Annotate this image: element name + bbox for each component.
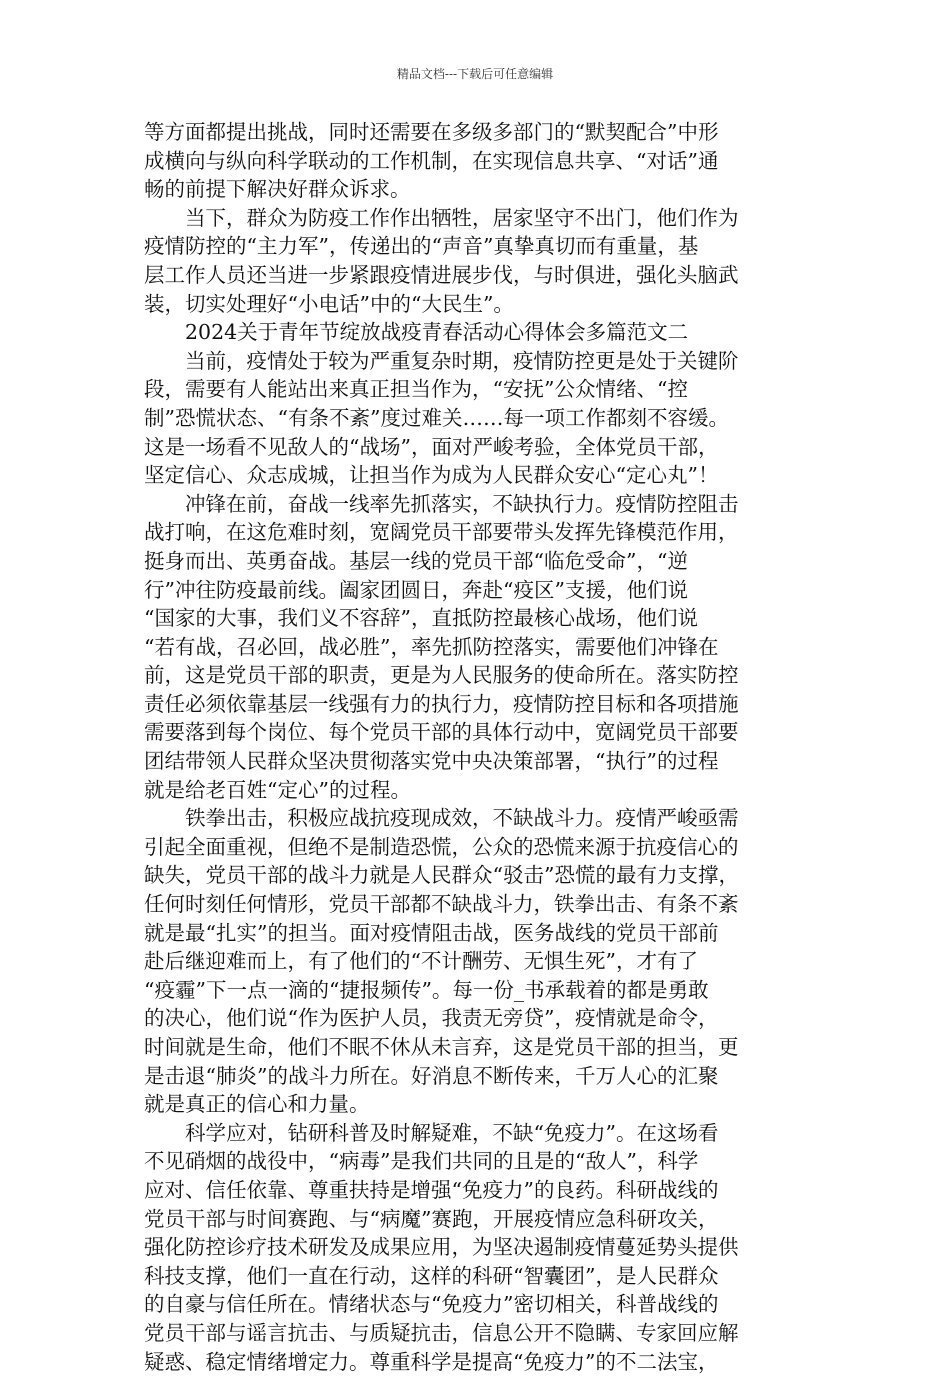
text-line: 责任必须依靠基层一线强有力的执行力，疫情防控目标和各项措施 [144,691,739,716]
section-heading: 2024关于青年节绽放战疫青春活动心得体会多篇范文二 [144,320,689,345]
text-line: 疫情防控的“主力军”，传递出的“声音”真挚真切而有重量，基 [144,234,699,259]
text-line: 任何时刻任何情形，党员干部都不缺战斗力，铁拳出击、有条不紊 [144,892,739,917]
text-line: 不见硝烟的战役中，“病毒”是我们共同的且是的“敌人”，科学 [144,1149,699,1174]
text-line: 应对、信任依靠、尊重扶持是增强“免疫力”的良药。科研战线的 [144,1177,719,1202]
text-line: 畅的前提下解决好群众诉求。 [144,177,411,202]
text-line: 行”冲往防疫最前线。阖家团圆日，奔赴“疫区”支援，他们说 [144,577,688,602]
page-header: 精品文档---下载后可任意编辑 [396,67,554,81]
text-line: 制”恐慌状态、“有条不紊”度过难关……每一项工作都刻不容缓。 [144,405,729,430]
text-line: 党员干部与谣言抗击、与质疑抗击，信息公开不隐瞒、专家回应解 [144,1320,739,1345]
text-line: 成横向与纵向科学联动的工作机制，在实现信息共享、“对话”通 [144,148,719,173]
document-body [144,118,808,1376]
text-line: 前，这是党员干部的职责，更是为人民服务的使命所在。落实防控 [144,663,739,688]
text-line: 层工作人员还当进一步紧跟疫情进展步伐，与时俱进，强化头脑武 [144,262,739,287]
text-line: 缺失，党员干部的战斗力就是人民群众“驳击”恐慌的最有力支撑， [144,863,739,888]
text-line: 挺身而出、英勇奋战。基层一线的党员干部“临危受命”，“逆 [144,548,688,573]
text-line: 就是真正的信心和力量。 [144,1092,370,1117]
text-line: 是击退“肺炎”的战斗力所在。好消息不断传来，千万人心的汇聚 [144,1063,719,1088]
text-line: “疫霾”下一点一滴的“捷报频传”。每一份_书承载着的都是勇敢 [144,977,709,1002]
text-line: 当下，群众为防疫工作作出牺牲，居家坚守不出门，他们作为 [144,205,739,230]
text-line: 坚定信心、众志成城，让担当作为成为人民群众安心“定心丸”！ [144,463,719,488]
text-line: 疑惑、稳定情绪增定力。尊重科学是提高“免疫力”的不二法宝， [144,1349,719,1374]
text-line: 当前，疫情处于较为严重复杂时期，疫情防控更是处于关键阶 [144,348,739,373]
text-line: 战打响，在这危难时刻，宽阔党员干部要带头发挥先锋模范作用， [144,520,739,545]
text-line: 这是一场看不见敌人的“战场”，面对严峻考验，全体党员干部， [144,434,719,459]
text-line: “国家的大事，我们义不容辞”，直抵防控最核心战场，他们说 [144,606,698,631]
text-line: 装，切实处理好“小电话”中的“大民生”。 [144,291,514,316]
text-line: 就是最“扎实”的担当。面对疫情阻击战，医务战线的党员干部前 [144,920,719,945]
text-line: 强化防控诊疗技术研发及成果应用，为坚决遏制疫情蔓延势头提供 [144,1235,739,1260]
text-line: 时间就是生命，他们不眠不休从未言弃，这是党员干部的担当，更 [144,1035,739,1059]
text-line: 党员干部与时间赛跑、与“病魔”赛跑，开展疫情应急科研攻关， [144,1206,719,1231]
text-line: 赴后继迎难而上，有了他们的“不计酬劳、无惧生死”，才有了 [144,949,698,974]
text-line: 冲锋在前，奋战一线率先抓落实，不缺执行力。疫情防控阻击 [144,491,739,516]
text-line: 就是给老百姓“定心”的过程。 [144,777,411,802]
text-line: “若有战，召必回，战必胜”，率先抓防控落实，需要他们冲锋在 [144,634,719,659]
text-line: 的自豪与信任所在。情绪状态与“免疫力”密切相关，科普战线的 [144,1292,719,1317]
text-line: 段，需要有人能站出来真正担当作为，“安抚”公众情绪、“控 [144,377,688,402]
text-line: 科学应对，钻研科普及时解疑难，不缺“免疫力”。在这场看 [144,1120,719,1145]
text-line: 团结带领人民群众坚决贯彻落实党中央决策部署，“执行”的过程 [144,749,719,774]
text-line: 等方面都提出挑战，同时还需要在多级多部门的“默契配合”中形 [144,120,719,144]
text-line: 的决心，他们说“作为医护人员，我责无旁贷”，疫情就是命令， [144,1006,719,1031]
text-line: 铁拳出击，积极应战抗疫现成效，不缺战斗力。疫情严峻亟需 [144,806,739,831]
text-line: 引起全面重视，但绝不是制造恐慌，公众的恐慌来源于抗疫信心的 [144,834,739,859]
text-line: 科技支撑，他们一直在行动，这样的科研“智囊团”，是人民群众 [144,1263,719,1288]
text-line: 需要落到每个岗位、每个党员干部的具体行动中，宽阔党员干部要 [144,720,739,745]
